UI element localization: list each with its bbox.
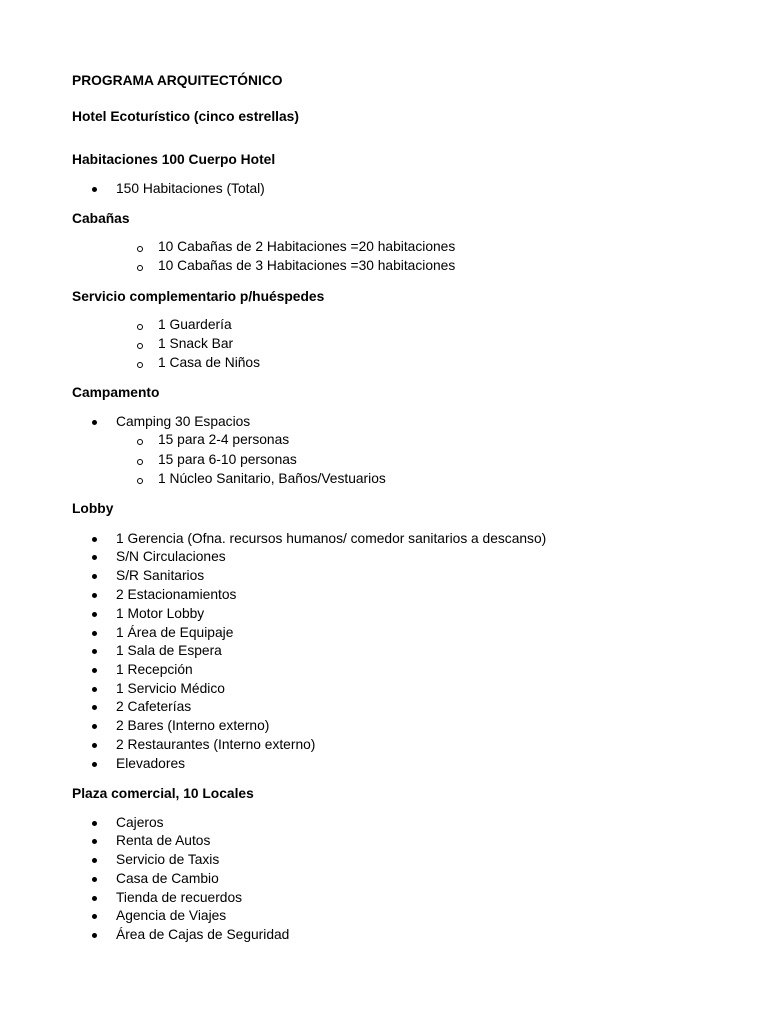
- list-item: S/N Circulaciones: [116, 549, 226, 564]
- bullet-dot: [92, 743, 97, 748]
- list-item: Agencia de Viajes: [116, 908, 227, 923]
- bullet-circle: [137, 478, 143, 484]
- bullet-dot: [92, 668, 97, 673]
- list-item: 15 para 6-10 personas: [158, 452, 297, 467]
- list-item: 2 Cafeterías: [116, 699, 192, 714]
- bullet-dot: [92, 762, 97, 767]
- section-heading-cabanas: Cabañas: [72, 211, 130, 226]
- bullet-dot: [92, 593, 97, 598]
- list-item: 1 Núcleo Sanitario, Baños/Vestuarios: [158, 471, 386, 486]
- list-item: Casa de Cambio: [116, 871, 219, 886]
- section-heading-campamento: Campamento: [72, 385, 160, 400]
- list-item: 2 Bares (Interno externo): [116, 718, 270, 733]
- section-heading-lobby: Lobby: [72, 501, 114, 516]
- list-item: Renta de Autos: [116, 833, 211, 848]
- list-item: 1 Servicio Médico: [116, 681, 225, 696]
- bullet-dot: [92, 687, 97, 692]
- list-item: Tienda de recuerdos: [116, 890, 243, 905]
- bullet-dot: [92, 839, 97, 844]
- list-item: 1 Snack Bar: [158, 336, 234, 351]
- bullet-circle: [137, 362, 143, 368]
- list-item: Cajeros: [116, 815, 164, 830]
- section-heading-habitaciones: Habitaciones 100 Cuerpo Hotel: [72, 152, 276, 167]
- bullet-dot: [92, 574, 97, 579]
- bullet-dot: [92, 858, 97, 863]
- list-item: Camping 30 Espacios: [116, 414, 251, 429]
- list-item: 15 para 2-4 personas: [158, 432, 290, 447]
- document-title: PROGRAMA ARQUITECTÓNICO: [72, 73, 283, 88]
- list-item: Servicio de Taxis: [116, 852, 220, 867]
- section-heading-plaza-comercial: Plaza comercial, 10 Locales: [72, 786, 254, 801]
- list-item: 2 Restaurantes (Interno externo): [116, 737, 316, 752]
- bullet-dot: [92, 612, 97, 617]
- bullet-dot: [92, 705, 97, 710]
- bullet-dot: [92, 896, 97, 901]
- list-item: 1 Casa de Niños: [158, 355, 261, 370]
- document-subtitle: Hotel Ecoturístico (cinco estrellas): [72, 109, 299, 124]
- bullet-dot: [92, 420, 97, 425]
- list-item: 150 Habitaciones (Total): [116, 181, 265, 196]
- bullet-circle: [137, 265, 143, 271]
- list-item: 1 Sala de Espera: [116, 643, 222, 658]
- bullet-dot: [92, 555, 97, 560]
- bullet-circle: [137, 343, 143, 349]
- list-item: Elevadores: [116, 756, 186, 771]
- list-item: 1 Área de Equipaje: [116, 625, 234, 640]
- bullet-dot: [92, 724, 97, 729]
- list-item: Área de Cajas de Seguridad: [116, 927, 290, 942]
- list-item: 1 Gerencia (Ofna. recursos humanos/ comedor sanitarios a descanso): [116, 531, 547, 546]
- list-item: 1 Recepción: [116, 662, 193, 677]
- list-item: 2 Estacionamientos: [116, 587, 237, 602]
- bullet-circle: [137, 246, 143, 252]
- bullet-circle: [137, 459, 143, 465]
- bullet-dot: [92, 187, 97, 192]
- list-item: 10 Cabañas de 3 Habitaciones =30 habitaciones: [158, 258, 456, 273]
- list-item: 1 Motor Lobby: [116, 606, 205, 621]
- bullet-circle: [137, 439, 143, 445]
- list-item: 1 Guardería: [158, 317, 232, 332]
- bullet-dot: [92, 649, 97, 654]
- bullet-dot: [92, 933, 97, 938]
- bullet-dot: [92, 877, 97, 882]
- bullet-dot: [92, 914, 97, 919]
- bullet-dot: [92, 821, 97, 826]
- section-heading-servicio: Servicio complementario p/huéspedes: [72, 289, 325, 304]
- list-item: 10 Cabañas de 2 Habitaciones =20 habitaciones: [158, 239, 456, 254]
- list-item: S/R Sanitarios: [116, 568, 205, 583]
- bullet-dot: [92, 631, 97, 636]
- bullet-dot: [92, 537, 97, 542]
- bullet-circle: [137, 324, 143, 330]
